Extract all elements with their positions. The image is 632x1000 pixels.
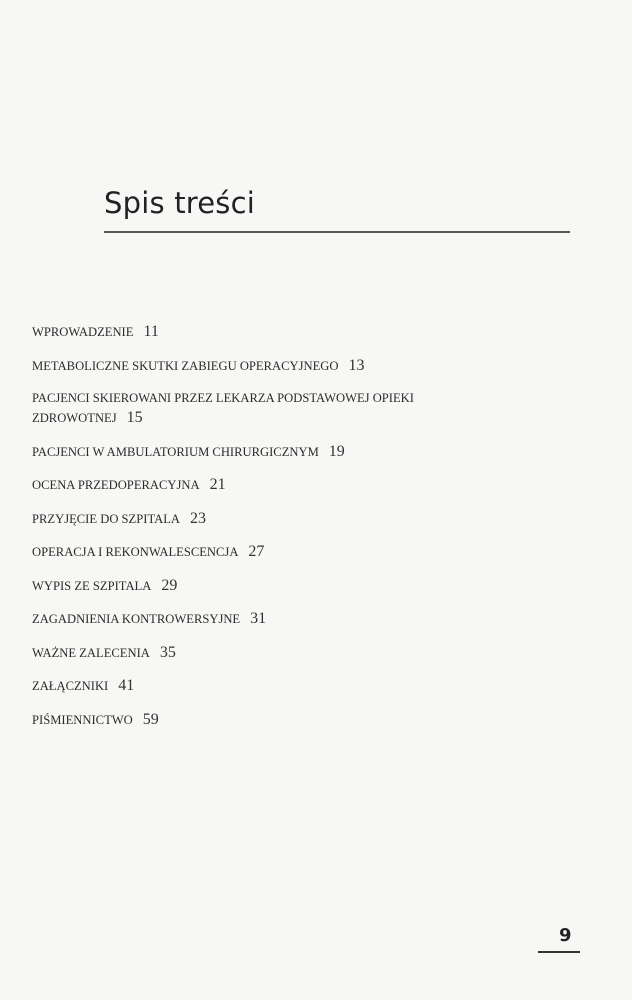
toc-entry-page: 15 xyxy=(126,409,143,426)
toc-entry-ocena-przedoperacyjna xyxy=(32,475,502,495)
toc-entry-label: PACJENCI SKIEROWANI PRZEZ LEKARZA PODSTAWOWEJ OPIEKI ZDROWOTNEJ xyxy=(32,391,414,425)
toc-entry-label: OPERACJA I REKONWALESCENCJA xyxy=(32,545,239,559)
toc-entry-label: ZAGADNIENIA KONTROWERSYJNE xyxy=(32,612,241,626)
toc-entry-metaboliczne-skutki xyxy=(32,356,502,376)
toc-entry-operacja xyxy=(32,542,502,562)
page-title: Spis treści xyxy=(104,186,256,220)
toc-entry-page: 13 xyxy=(348,356,365,374)
toc-entry-wazne-zalecenia xyxy=(32,643,502,663)
title-underline xyxy=(104,231,570,233)
toc-entry-page: 11 xyxy=(143,323,159,340)
page-number-underline xyxy=(538,951,580,953)
toc-entry-page: 29 xyxy=(161,576,178,594)
toc-entry-zagadnienia xyxy=(32,609,502,629)
toc-entry-label: PRZYJĘCIE DO SZPITALA xyxy=(32,511,181,526)
toc-entry-page: 23 xyxy=(190,509,207,527)
toc-entry-label: PIŚMIENNICTWO xyxy=(32,712,133,727)
table-of-contents xyxy=(32,322,502,743)
toc-entry-label: PACJENCI W AMBULATORIUM CHIRURGICZNYM xyxy=(32,444,319,459)
toc-entry-page: 35 xyxy=(159,643,176,661)
toc-entry-label: OCENA PRZEDOPERACYJNA xyxy=(32,478,200,492)
toc-entry-label: WAŻNE ZALECENIA xyxy=(32,645,150,660)
toc-entry-page: 21 xyxy=(209,476,226,493)
toc-entry-page: 41 xyxy=(118,677,135,694)
toc-entry-label: WPROWADZENIE xyxy=(32,325,134,339)
toc-entry-wypis xyxy=(32,576,502,596)
toc-entry-przyjecie-do-szpitala xyxy=(32,509,502,529)
toc-entry-wprowadzenie xyxy=(32,322,502,342)
toc-entry-pismiennictwo xyxy=(32,710,502,730)
toc-entry-label: ZAŁĄCZNIKI xyxy=(32,679,109,693)
toc-entry-zalaczniki xyxy=(32,676,502,696)
toc-entry-label: WYPIS ZE SZPITALA xyxy=(32,578,152,593)
toc-entry-label: METABOLICZNE SKUTKI ZABIEGU OPERACYJNEGO xyxy=(32,358,339,373)
toc-entry-page: 31 xyxy=(250,610,267,627)
toc-entry-page: 59 xyxy=(142,710,159,728)
page-number: 9 xyxy=(559,925,572,946)
toc-entry-pacjenci-ambulatorium xyxy=(32,442,502,462)
toc-entry-page: 19 xyxy=(328,442,345,460)
toc-entry-pacjenci-skierowani xyxy=(32,389,502,428)
toc-entry-page: 27 xyxy=(248,543,265,560)
